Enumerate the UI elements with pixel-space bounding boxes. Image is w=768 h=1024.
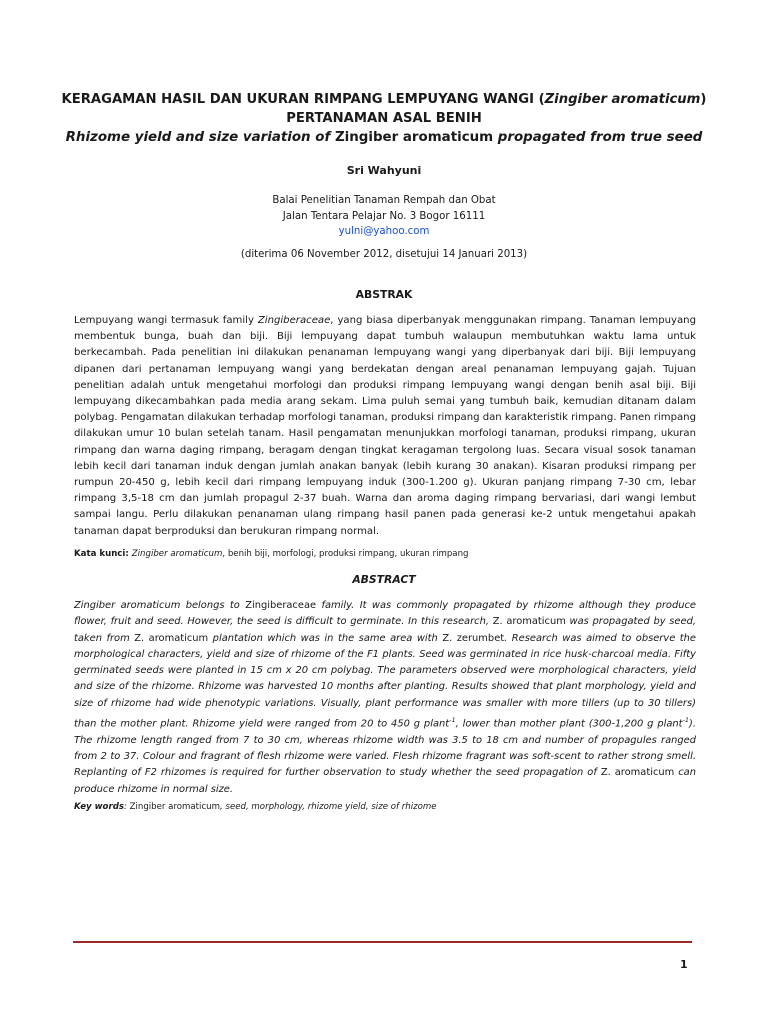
page-number: 1 [680, 958, 688, 971]
address: Jalan Tentara Pelajar No. 3 Bogor 16111 [282, 210, 486, 222]
abstrak-heading: ABSTRAK [355, 288, 413, 301]
author-name: Sri Wahyuni [346, 164, 422, 177]
title-indonesian: KERAGAMAN HASIL DAN UKURAN RIMPANG LEMPUYANG WANGI (Zingiber aromaticum) PERTANAMAN ASAL BENIH [61, 92, 707, 126]
abstract-paragraph: Zingiber aromaticum belongs to Zingiberaceae family. It was commonly propagated by rhizome although they produce flower, fruit and seed. However, the seed is difficult to germinate. In this research, Z. aromaticum was propagated by seed, taken from Z. aromaticum plantation which was in the same area with Z. zerumbet. Research was aimed to observe the morphological characters, yield and size of rhizome of the F1 plants. Seed was germinated in rice husk-charcoal media. Fifty germinated seeds were planted in 15 cm x 20 cm polybag. The parameters observed were morphological characters, yield and size of the rhizome. Rhizome was harvested 10 months after planting. Results showed that plant morphology, yield and size of rhizome had wide phenotypic variations. Visually, plant performance was smaller with more tillers (up to 30 tillers) than the mother plant. Rhizome yield were ranged from 20 to 450 g plant$^{-1}$, lower than mother plant (300-1,200 g plant$^{-1}$). The rhizome length ranged from 7 to 30 cm, whereas rhizome width was 3.5 to 18 cm and number of propagules ranged from 2 to 37. Colour and fragrant of flesh rhizome were varied. Flesh rhizome fragrant was soft-scent to rather strong smell. Replanting of F2 rhizomes is required for further observation to study whether the seed propagation of Z. aromaticum can produce rhizome in normal size. [74, 600, 697, 795]
abstrak-paragraph: Lempuyang wangi termasuk family Zingiberaceae, yang biasa diperbanyak menggunakan rimpang. Tanaman lempuyang membentuk bunga, buah dan biji. Biji lempuyang dapat tumbuh walaupun membutuhkan waktu lama untuk berkecambah. Pada penelitian ini dilakukan penanaman lempuyang wangi yang diperbanyak dari biji. Biji lempuyang dipanen dari pertanaman lempuyang wangi yang berdekatan dengan areal penanaman lempuyang gajah. Tujuan penelitian adalah untuk mengetahui morfologi dan produksi rimpang lempuyang wangi dengan benih asal biji. Biji lempuyang dikecambahkan pada media arang sekam. Lima puluh semai yang tumbuh baik, kemudian ditanam dalam polybag. Pengamatan dilakukan terhadap morfologi tanaman, produksi rimpang dan karakteristik rimpang. Panen rimpang dilakukan umur 10 bulan setelah tanam. Hasil pengamatan menunjukkan morfologi tanaman, produksi rimpang, ukuran rimpang dan warna daging rimpang, beragam dengan tingkat keragaman tergolong luas. Secara visual sosok tanaman lebih kecil dari tanaman induk dengan jumlah anakan banyak (lebih kurang 30 anakan). Kisaran produksi rimpang per rumpun 20-450 g, lebih kecil dari rimpang lempuyang induk (300-1.200 g). Ukuran panjang rimpang 7-30 cm, lebar rimpang 3,5-18 cm dan jumlah propagul 2-37 buah. Warna dan aroma daging rimpang bervariasi, dari wangi lembut sampai langu. Perlu dilakukan penanaman ulang rimpang hasil panen pada generasi ke-2 untuk mengetahui apakah tanaman dapat berproduksi dan berukuran rimpang normal. [74, 315, 696, 537]
title-english: Rhizome yield and size variation of Zingiber aromaticum propagated from true seed [65, 130, 703, 145]
footer-rule [73, 941, 692, 943]
email-link[interactable]: yulni@yahoo.com [338, 226, 430, 237]
affiliation [0, 193, 768, 240]
institution: Balai Penelitian Tanaman Rempah dan Obat [272, 195, 496, 206]
received-accepted-dates: (diterima 06 November 2012, disetujui 14 Januari 2013) [240, 249, 528, 260]
kata-kunci: Kata kunci: Zingiber aromaticum, benih biji, morfologi, produksi rimpang, ukuran rimpang [74, 549, 469, 559]
key-words: Key words: Zingiber aromaticum, seed, morphology, rhizome yield, size of rhizome [74, 802, 437, 812]
abstract-heading: ABSTRACT [352, 573, 416, 586]
